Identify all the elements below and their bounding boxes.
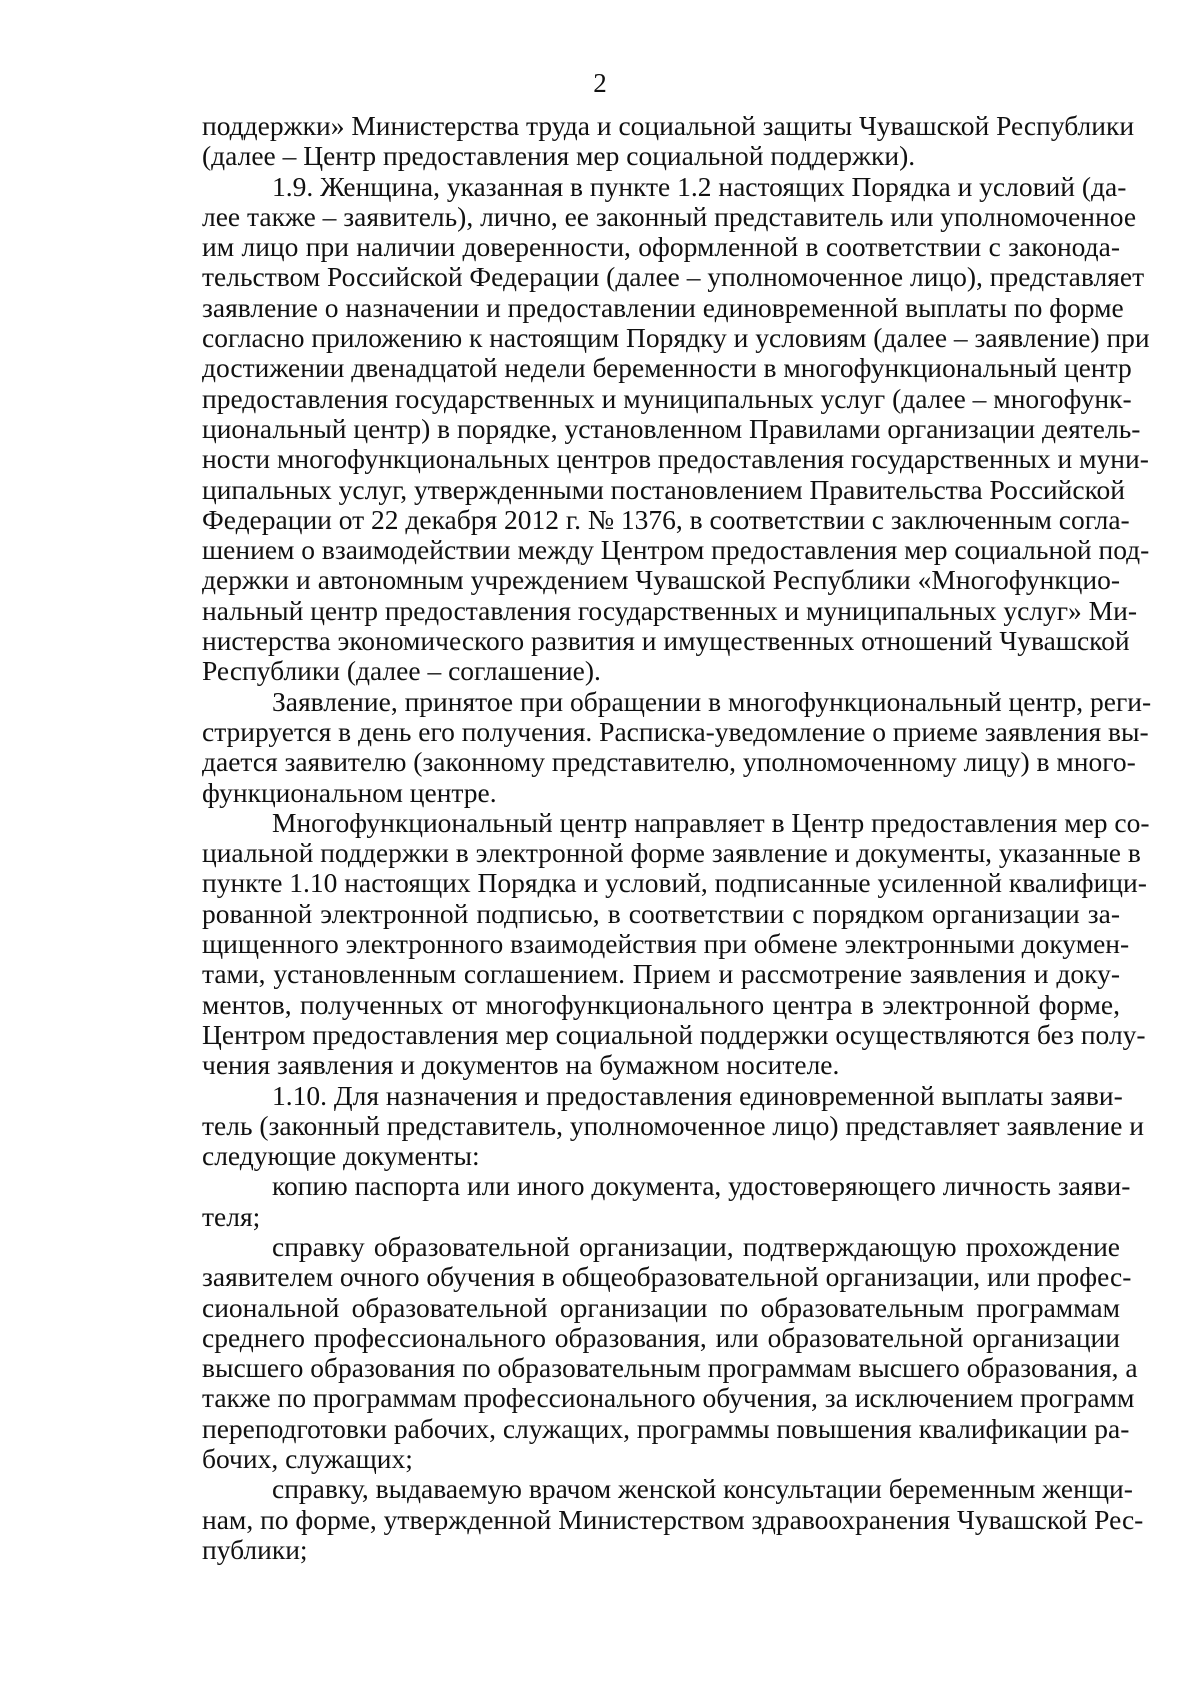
text-line: справку, выдаваемую врачом женской консультации беременным женщи-: [272, 1473, 1133, 1505]
text-line: справку образовательной организации, подтверждающую прохождение: [272, 1230, 1120, 1262]
text-line: тельством Российской Федерации (далее – уполномоченное лицо), представляет: [202, 261, 1145, 293]
text-line: тами, установленным соглашением. Прием и рассмотрение заявления и доку-: [202, 958, 1120, 990]
text-line: ментов, полученных от многофункционального центра в электронной форме,: [202, 988, 1120, 1020]
text-line: шением о взаимодействии между Центром предоставления мер социальной под-: [202, 534, 1150, 566]
text-line: бочих, служащих;: [202, 1443, 413, 1475]
text-line: также по программам профессионального обучения, за исключением программ: [202, 1382, 1135, 1414]
text-line: теля;: [202, 1200, 261, 1232]
text-line: нам, по форме, утвержденной Министерством здравоохранения Чувашской Рес-: [202, 1503, 1144, 1535]
document-body: [202, 110, 1152, 1565]
paragraph-continuation: [202, 110, 1135, 172]
text-line: Федерации от 22 декабря 2012 г. № 1376, в соответствии с заключенным согла-: [202, 503, 1130, 535]
paragraph-1-10: [202, 1079, 1145, 1172]
text-line: предоставления государственных и муниципальных услуг (далее – многофунк-: [202, 382, 1132, 414]
text-line: циальной поддержки в электронной форме заявление и документы, указанные в: [202, 837, 1141, 869]
text-line: функциональном центре.: [202, 776, 497, 808]
text-line: заявление о назначении и предоставлении единовременной выплаты по форме: [202, 291, 1124, 323]
paragraph-passport: [202, 1170, 1131, 1232]
page-number: 2: [593, 68, 607, 98]
text-line: стрируется в день его получения. Расписка-уведомление о приеме заявления вы-: [202, 715, 1149, 747]
text-line: поддержки» Министерства труда и социальной защиты Чувашской Республики: [202, 110, 1135, 141]
text-line: пункте 1.10 настоящих Порядка и условий, подписанные усиленной квалифици-: [202, 867, 1147, 899]
text-line: Центром предоставления мер социальной поддержки осуществляются без полу-: [202, 1018, 1146, 1050]
text-line: циональный центр) в порядке, установленном Правилами организации деятель-: [202, 412, 1141, 444]
text-line: щищенного электронного взаимодействия при обмене электронными докумен-: [202, 928, 1130, 960]
text-line: 1.9. Женщина, указанная в пункте 1.2 настоящих Порядка и условий (да-: [272, 170, 1127, 202]
paragraph-medical-certificate: [202, 1473, 1144, 1565]
text-line: нистерства экономического развития и имущественных отношений Чувашской: [202, 625, 1130, 657]
text-line: ципальных услуг, утвержденными постановлением Правительства Российской: [202, 473, 1125, 505]
text-line: достижении двенадцатой недели беременности в многофункциональный центр: [202, 352, 1132, 384]
text-line: Заявление, принятое при обращении в многофункциональный центр, реги-: [272, 685, 1152, 717]
text-line: копию паспорта или иного документа, удостоверяющего личность заяви-: [272, 1170, 1131, 1202]
text-line: рованной электронной подписью, в соответствии с порядком организации за-: [202, 897, 1120, 929]
text-line: дается заявителю (законному представителю, уполномоченному лицу) в много-: [202, 746, 1136, 778]
text-line: 1.10. Для назначения и предоставления единовременной выплаты заяви-: [272, 1079, 1123, 1111]
text-line: лее также – заявитель), лично, ее законный представитель или уполномоченное: [202, 200, 1137, 232]
paragraph-1-9: [202, 170, 1150, 687]
text-line: держки и автономным учреждением Чувашской Республики «Многофункцио-: [202, 564, 1120, 596]
text-line: Многофункциональный центр направляет в Центр предоставления мер со-: [272, 806, 1150, 838]
text-line: ности многофункциональных центров предоставления государственных и муни-: [202, 443, 1149, 475]
paragraph-education-certificate: [202, 1230, 1138, 1475]
text-line: среднего профессионального образования, или образовательной организации: [202, 1321, 1120, 1353]
text-line: следующие документы:: [202, 1140, 480, 1172]
text-line: тель (законный представитель, уполномоченное лицо) представляет заявление и: [202, 1109, 1145, 1141]
text-line: (далее – Центр предоставления мер социальной поддержки).: [202, 140, 916, 172]
text-line: им лицо при наличии доверенности, оформленной в соответствии с законода-: [202, 231, 1120, 263]
text-line: заявителем очного обучения в общеобразовательной организации, или профес-: [202, 1261, 1132, 1293]
text-line: согласно приложению к настоящим Порядку и условиям (далее – заявление) при: [202, 322, 1150, 354]
text-line: нальный центр предоставления государственных и муниципальных услуг» Ми-: [202, 594, 1137, 626]
paragraph-mfc-transfer: [202, 806, 1150, 1081]
paragraph-registration: [202, 685, 1152, 808]
text-line: чения заявления и документов на бумажном носителе.: [202, 1049, 840, 1081]
text-line: переподготовки рабочих, служащих, программы повышения квалификации ра-: [202, 1412, 1130, 1444]
text-line: Республики (далее – соглашение).: [202, 655, 601, 687]
text-line: публики;: [202, 1533, 308, 1565]
text-line: высшего образования по образовательным программам высшего образования, а: [202, 1352, 1138, 1384]
text-line: сиональной образовательной организации по образовательным программам: [202, 1291, 1120, 1323]
